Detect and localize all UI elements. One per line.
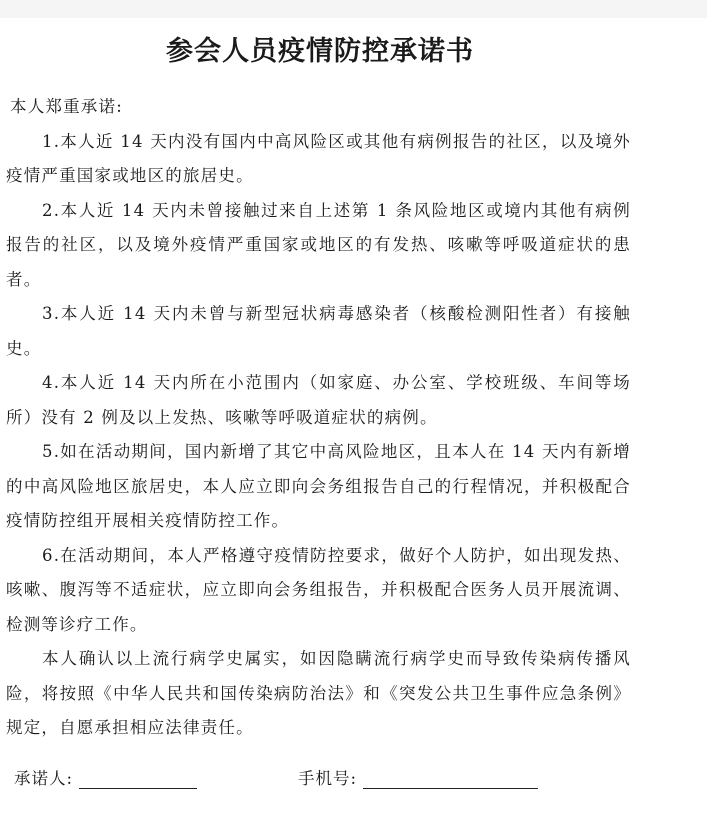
- document-body: [6, 90, 631, 746]
- signature-row: [14, 765, 654, 799]
- top-toolbar-strip: [0, 0, 707, 18]
- document-title: 参会人员疫情防控承诺书: [166, 36, 474, 68]
- promiser-label: 承诺人:: [14, 769, 74, 788]
- commitment-item-4: 4.本人近 14 天内所在小范围内（如家庭、办公室、学校班级、车间等场所）没有 2 例及以上发热、咳嗽等呼吸道症状的病例。: [6, 373, 631, 427]
- commitment-item-6: 6.在活动期间，本人严格遵守疫情防控要求，做好个人防护，如出现发热、咳嗽、腹泻等不适症状，应立即向会务组报告，并积极配合医务人员开展流调、检测等诊疗工作。: [6, 545, 631, 634]
- commitment-item-5: 5.如在活动期间，国内新增了其它中高风险地区，且本人在 14 天内有新增的中高风险地区旅居史，本人应立即向会务组报告自己的行程情况，并积极配合疫情防控组开展相关疫情防控工作。: [6, 442, 631, 530]
- intro-text: 本人郑重承诺:: [10, 97, 123, 116]
- promiser-signature-line[interactable]: [79, 766, 197, 789]
- closing-statement: 本人确认以上流行病学史属实，如因隐瞒流行病学史而导致传染病传播风险，将按照《中华人民共和国传染病防治法》和《突发公共卫生事件应急条例》规定，自愿承担相应法律责任。: [6, 649, 631, 737]
- promiser-field: [14, 765, 197, 789]
- commitment-item-2: 2.本人近 14 天内未曾接触过来自上述第 1 条风险地区或境内其他有病例报告的社区，以及境外疫情严重国家或地区的有发热、咳嗽等呼吸道症状的患者。: [6, 200, 631, 289]
- phone-number-line[interactable]: [363, 766, 538, 789]
- phone-field: [298, 765, 538, 789]
- phone-label: 手机号:: [298, 769, 358, 788]
- commitment-item-1: 1.本人近 14 天内没有国内中高风险区或其他有病例报告的社区，以及境外疫情严重国家或地区的旅居史。: [6, 131, 631, 185]
- commitment-item-3: 3.本人近 14 天内未曾与新型冠状病毒感染者（核酸检测阳性者）有接触史。: [6, 304, 631, 358]
